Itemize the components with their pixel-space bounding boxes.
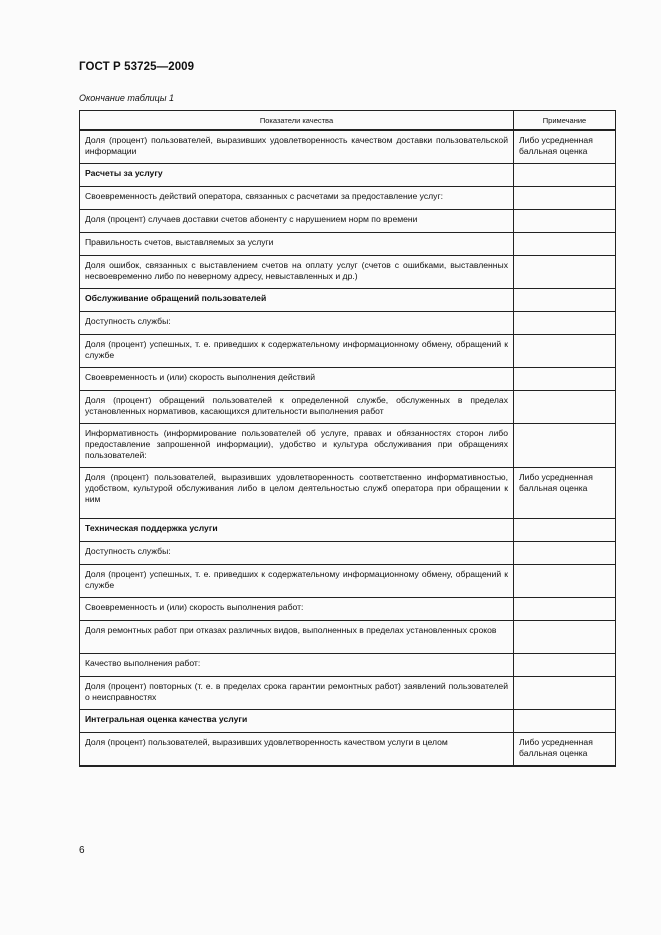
indicator-cell: Доля (процент) обращений пользователей к определенной службе, обслуженных в пределах установленных нормативов, касающихся длительности выполнения работ bbox=[80, 391, 514, 424]
indicator-cell: Доля (процент) пользователей, выразивших удовлетворенность соответственно информативностью, удобством, культурой обслуживания либо в целом деятельностью служб оператора при обращении к ним bbox=[80, 468, 514, 519]
table-row bbox=[80, 598, 616, 621]
section-title: Техническая поддержка услуги bbox=[80, 519, 514, 542]
note-cell bbox=[514, 256, 616, 289]
note-cell bbox=[514, 312, 616, 335]
section-title: Обслуживание обращений пользователей bbox=[80, 289, 514, 312]
table-row bbox=[80, 312, 616, 335]
quality-indicators-table bbox=[79, 110, 616, 767]
indicator-cell: Доступность службы: bbox=[80, 542, 514, 565]
column-header-indicators: Показатели качества bbox=[80, 111, 514, 131]
indicator-cell: Доля (процент) случаев доставки счетов абоненту с нарушением норм по времени bbox=[80, 210, 514, 233]
note-cell bbox=[514, 598, 616, 621]
table-row bbox=[80, 565, 616, 598]
indicator-cell: Доля ошибок, связанных с выставлением счетов на оплату услуг (счетов с ошибками, выставленных несвоевременно либо по неверному адресу, невыставленных и др.) bbox=[80, 256, 514, 289]
section-header-row bbox=[80, 289, 616, 312]
table-row bbox=[80, 368, 616, 391]
section-title: Расчеты за услугу bbox=[80, 164, 514, 187]
note-cell bbox=[514, 519, 616, 542]
note-cell bbox=[514, 187, 616, 210]
note-cell bbox=[514, 424, 616, 468]
note-cell bbox=[514, 654, 616, 677]
table-row bbox=[80, 733, 616, 767]
note-cell bbox=[514, 391, 616, 424]
table-row bbox=[80, 256, 616, 289]
note-cell bbox=[514, 565, 616, 598]
note-cell: Либо усредненная балльная оценка bbox=[514, 468, 616, 519]
note-cell: Либо усредненная балльная оценка bbox=[514, 733, 616, 767]
table-body bbox=[80, 130, 616, 766]
note-cell bbox=[514, 710, 616, 733]
indicator-cell: Доля (процент) успешных, т. е. приведших к содержательному информационному обмену, обращений к службе bbox=[80, 565, 514, 598]
note-cell bbox=[514, 289, 616, 312]
note-cell bbox=[514, 621, 616, 654]
indicator-cell: Своевременность и (или) скорость выполнения работ: bbox=[80, 598, 514, 621]
table-caption: Окончание таблицы 1 bbox=[79, 93, 174, 103]
table-row bbox=[80, 424, 616, 468]
table-row bbox=[80, 621, 616, 654]
indicator-cell: Правильность счетов, выставляемых за услуги bbox=[80, 233, 514, 256]
table-row bbox=[80, 233, 616, 256]
indicator-cell: Своевременность и (или) скорость выполнения действий bbox=[80, 368, 514, 391]
note-cell: Либо усредненная балльная оценка bbox=[514, 130, 616, 164]
table-row bbox=[80, 542, 616, 565]
note-cell bbox=[514, 210, 616, 233]
table-row bbox=[80, 468, 616, 519]
note-cell bbox=[514, 335, 616, 368]
indicator-cell: Доля (процент) пользователей, выразивших удовлетворенность качеством доставки пользовательской информации bbox=[80, 130, 514, 164]
page-number: 6 bbox=[79, 845, 85, 856]
indicator-cell: Своевременность действий оператора, связанных с расчетами за предоставление услуг: bbox=[80, 187, 514, 210]
indicator-cell: Доступность службы: bbox=[80, 312, 514, 335]
table-row bbox=[80, 677, 616, 710]
indicator-cell: Доля (процент) пользователей, выразивших удовлетворенность качеством услуги в целом bbox=[80, 733, 514, 767]
note-cell bbox=[514, 677, 616, 710]
indicator-cell: Доля (процент) успешных, т. е. приведших к содержательному информационному обмену, обращений к службе bbox=[80, 335, 514, 368]
table-row bbox=[80, 654, 616, 677]
note-cell bbox=[514, 164, 616, 187]
note-cell bbox=[514, 368, 616, 391]
section-header-row bbox=[80, 519, 616, 542]
standard-title: ГОСТ Р 53725—2009 bbox=[79, 61, 195, 73]
column-header-note: Примечание bbox=[514, 111, 616, 131]
table-row bbox=[80, 210, 616, 233]
section-title: Интегральная оценка качества услуги bbox=[80, 710, 514, 733]
indicator-cell: Доля (процент) повторных (т. е. в пределах срока гарантии ремонтных работ) заявлений пользователей о неисправностях bbox=[80, 677, 514, 710]
indicator-cell: Доля ремонтных работ при отказах различных видов, выполненных в пределах установленных сроков bbox=[80, 621, 514, 654]
table-row bbox=[80, 187, 616, 210]
section-header-row bbox=[80, 164, 616, 187]
table-header-row bbox=[80, 111, 616, 131]
table-row bbox=[80, 335, 616, 368]
note-cell bbox=[514, 542, 616, 565]
indicator-cell: Информативность (информирование пользователей об услуге, правах и обязанностях сторон либо предоставление запрошенной информации), удобство и культура обслуживания при обращениях пользователей: bbox=[80, 424, 514, 468]
note-cell bbox=[514, 233, 616, 256]
section-header-row bbox=[80, 710, 616, 733]
table-row bbox=[80, 130, 616, 164]
indicator-cell: Качество выполнения работ: bbox=[80, 654, 514, 677]
table-row bbox=[80, 391, 616, 424]
